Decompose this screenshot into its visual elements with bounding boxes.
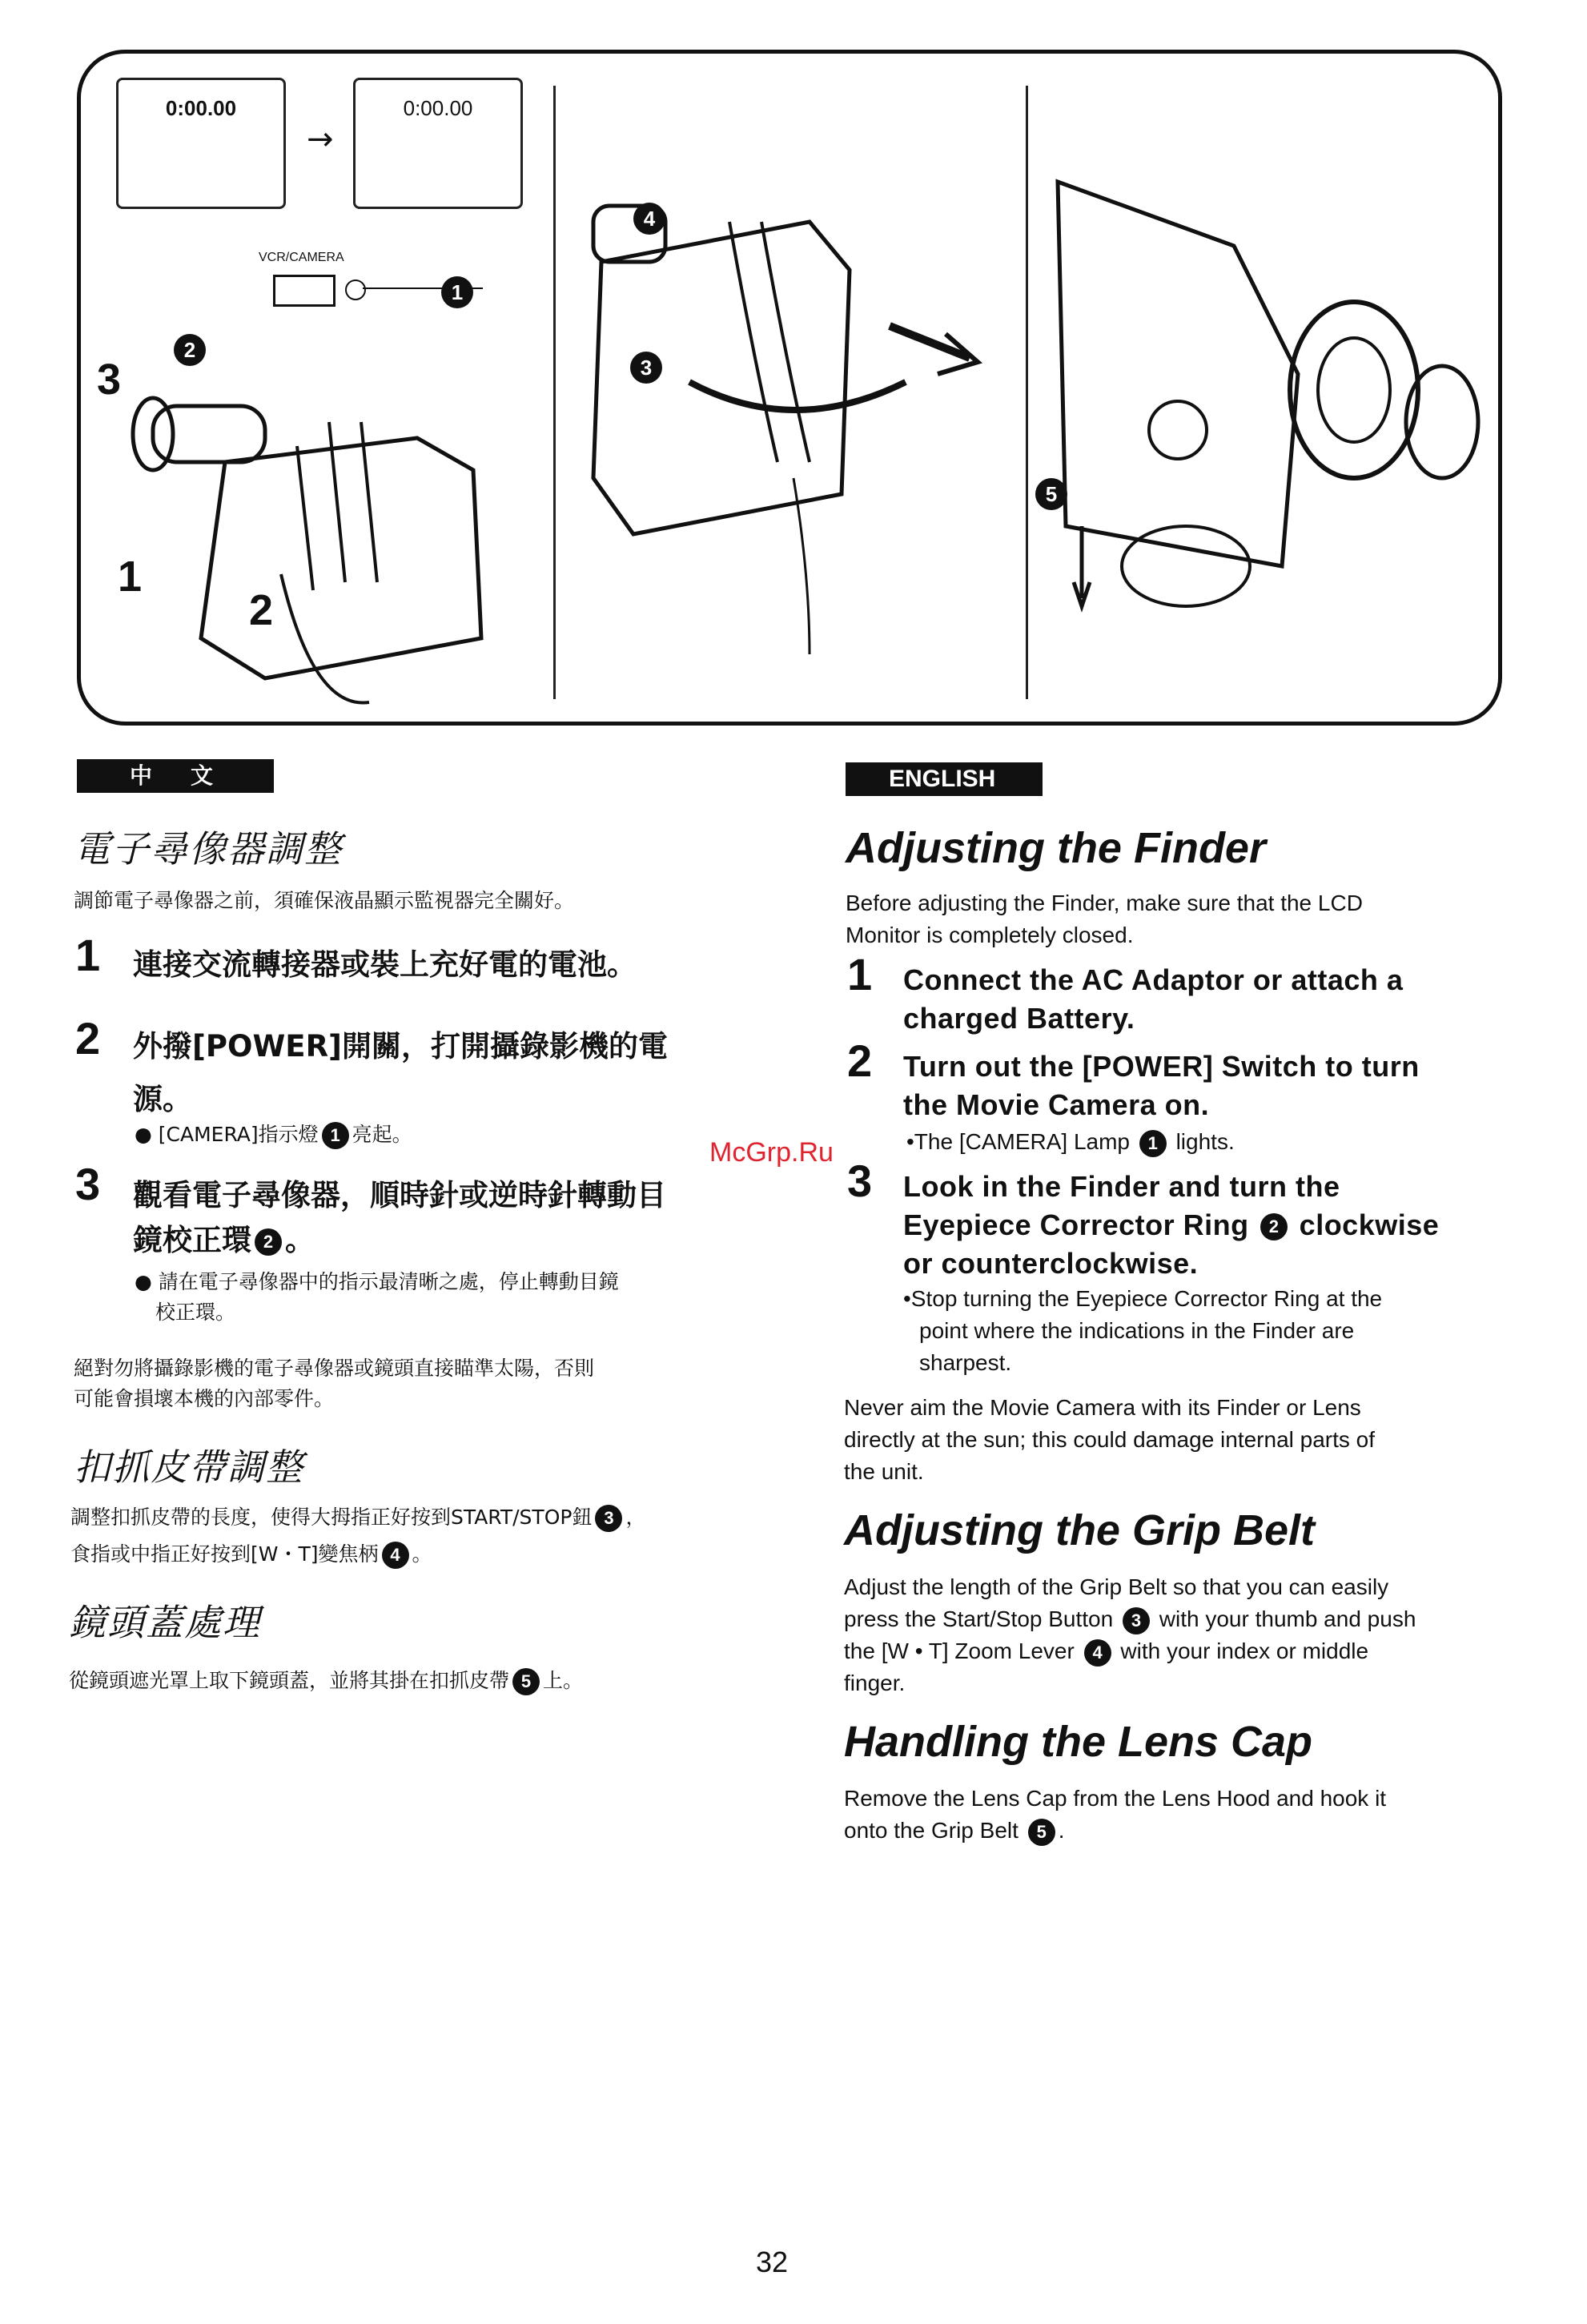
en-step-3-line1: Look in the Finder and turn the	[903, 1170, 1340, 1203]
en-grip-thumb: with your thumb and push	[1159, 1606, 1416, 1631]
en-grip-start-stop: press the Start/Stop Button	[844, 1606, 1114, 1631]
en-finder-intro-line2: Monitor is completely closed.	[846, 923, 1134, 947]
panel1-label-3: 3	[97, 356, 122, 404]
zh-finder-intro: 調節電子尋像器之前，須確保液晶顯示監視器完全關好。	[74, 889, 575, 912]
en-step-2-number: 2	[847, 1035, 873, 1086]
en-warning-line2: directly at the sun; this could damage internal parts of	[844, 1427, 1376, 1452]
camcorder-finder-illustration	[105, 374, 537, 710]
zh-step-3-ring: 鏡校正環	[133, 1223, 251, 1257]
en-cap-line1: Remove the Lens Cap from the Lens Hood and hook it	[844, 1786, 1387, 1811]
inline-callout-1: 1	[322, 1122, 349, 1149]
zh-step-3-bullet-line1: ● 請在電子尋像器中的指示最清晰之處，停止轉動目鏡	[135, 1270, 619, 1293]
en-step-3-line2	[903, 1206, 1439, 1244]
lens-cap-illustration	[1034, 150, 1498, 646]
panel-divider	[1026, 86, 1028, 699]
inline-callout-1: 1	[1139, 1130, 1167, 1157]
en-step-1-line1: Connect the AC Adaptor or attach a	[903, 963, 1404, 996]
en-grip-line3	[844, 1635, 1368, 1667]
en-finder-heading: Adjusting the Finder	[846, 824, 1266, 872]
grip-belt-illustration	[569, 174, 1018, 670]
camera-lamp-icon	[345, 279, 366, 300]
chinese-section-tab: 中 文	[77, 759, 274, 793]
inline-callout-4: 4	[1084, 1639, 1111, 1667]
zh-step-2-text-line2: 源。	[133, 1082, 192, 1116]
zh-camera-lamp-end: 亮起。	[352, 1123, 412, 1146]
zh-step-3-text-line2	[133, 1217, 315, 1264]
zh-step-2-number: 2	[75, 1013, 101, 1063]
english-section-tab: ENGLISH	[846, 762, 1043, 796]
illustration-frame	[77, 50, 1502, 726]
en-camera-lamp-end: lights.	[1175, 1129, 1235, 1154]
inline-callout-3: 3	[595, 1505, 622, 1532]
en-step-2-line1: Turn out the [POWER] Switch to turn	[903, 1050, 1420, 1083]
en-step-1-line2: charged Battery.	[903, 1002, 1135, 1035]
vcr-camera-switch-label: VCR/CAMERA	[259, 251, 344, 264]
callout-4: 4	[633, 203, 665, 235]
en-step-2-bullet	[906, 1126, 1235, 1158]
panel1-label-2: 2	[249, 586, 274, 634]
zh-step-3-number: 3	[75, 1159, 101, 1209]
zh-grip-text1: 調整扣抓皮帶的長度，使得大拇指正好按到START/STOP鈕	[70, 1506, 593, 1529]
zh-step-1-text: 連接交流轉接器或裝上充好電的電池。	[133, 947, 637, 982]
en-step-3-bullet-line3: sharpest.	[919, 1350, 1012, 1375]
en-warning-line3: the unit.	[844, 1459, 924, 1484]
zh-step-1-number: 1	[75, 930, 101, 980]
zh-cap-text-end: 上。	[543, 1669, 584, 1692]
zh-step-3-bullet-line2: 校正環。	[155, 1301, 236, 1324]
zh-grip-text2: 食指或中指正好按到[W・T]變焦柄	[70, 1542, 379, 1566]
zh-step-2-text-line1: 外撥[POWER]開關，打開攝錄影機的電	[133, 1029, 668, 1063]
lcd-display-after: 0:00.00	[353, 78, 523, 209]
arrow-right-icon: →	[307, 121, 334, 158]
en-step-2-line2: the Movie Camera on.	[903, 1088, 1210, 1121]
lcd-display-before: 0:00.00	[116, 78, 286, 209]
en-grip-index: with your index or middle	[1120, 1638, 1369, 1663]
zh-step-3-text-line1: 觀看電子尋像器，順時針或逆時針轉動目	[133, 1178, 666, 1212]
inline-callout-4: 4	[382, 1542, 409, 1569]
zh-grip-line1	[70, 1499, 645, 1536]
zh-warning-line2: 可能會損壞本機的內部零件。	[74, 1387, 335, 1410]
zh-grip-heading: 扣抓皮帶調整	[74, 1445, 304, 1489]
en-cap-line2	[844, 1815, 1064, 1847]
zh-step-3-end: 。	[285, 1223, 315, 1257]
zh-finder-heading: 電子尋像器調整	[74, 827, 343, 870]
zh-grip-text1-end: ，	[625, 1506, 646, 1529]
vcr-camera-switch-icon	[273, 275, 335, 307]
en-grip-zoom-lever: the [W • T] Zoom Lever	[844, 1638, 1075, 1663]
callout-3: 3	[630, 352, 662, 384]
zh-camera-lamp-text: [CAMERA]指示燈	[158, 1123, 319, 1146]
en-cap-text: onto the Grip Belt	[844, 1818, 1018, 1843]
en-step-3-line3: or counterclockwise.	[903, 1247, 1199, 1280]
en-step-3-bullet-line1: •Stop turning the Eyepiece Corrector Ring at the	[903, 1286, 1383, 1311]
zh-grip-text2-end: 。	[412, 1542, 432, 1566]
zh-warning-line1: 絕對勿將攝錄影機的電子尋像器或鏡頭直接瞄準太陽，否則	[74, 1357, 595, 1380]
zh-cap-text: 從鏡頭遮光罩上取下鏡頭蓋，並將其掛在扣抓皮帶	[69, 1669, 510, 1692]
en-cap-heading: Handling the Lens Cap	[844, 1718, 1313, 1766]
inline-callout-5: 5	[512, 1668, 540, 1695]
zh-grip-line2	[70, 1536, 432, 1573]
callout-5: 5	[1035, 478, 1067, 510]
zh-cap-line	[69, 1663, 583, 1699]
inline-callout-5: 5	[1028, 1819, 1055, 1846]
panel1-label-1: 1	[118, 553, 143, 601]
en-grip-heading: Adjusting the Grip Belt	[844, 1506, 1315, 1554]
en-finder-intro-line1: Before adjusting the Finder, make sure that the LCD	[846, 891, 1363, 915]
zh-step-3-bullet-text: 請在電子尋像器中的指示最清晰之處，停止轉動目鏡	[158, 1270, 619, 1293]
inline-callout-2: 2	[1260, 1213, 1288, 1240]
watermark: McGrp.Ru	[709, 1137, 834, 1168]
en-step-3-number: 3	[847, 1156, 873, 1206]
inline-callout-3: 3	[1123, 1607, 1150, 1634]
page-number: 32	[756, 2246, 789, 2278]
en-cap-end: .	[1058, 1818, 1065, 1843]
zh-cap-heading: 鏡頭蓋處理	[69, 1601, 261, 1644]
en-step-3-clockwise: clockwise	[1299, 1208, 1440, 1241]
inline-callout-2: 2	[255, 1228, 282, 1256]
panel-divider	[553, 86, 556, 699]
en-grip-line2	[844, 1603, 1416, 1635]
callout-1: 1	[441, 276, 473, 308]
zh-step-2-bullet: ● [CAMERA]指示燈 1 亮起。	[135, 1118, 412, 1152]
en-grip-line1: Adjust the length of the Grip Belt so that you can easily	[844, 1574, 1389, 1599]
en-warning-line1: Never aim the Movie Camera with its Finder or Lens	[844, 1395, 1361, 1420]
en-step-3-bullet-line2: point where the indications in the Finder are	[919, 1318, 1355, 1343]
en-step-1-number: 1	[847, 949, 873, 999]
en-camera-lamp-text: •The [CAMERA] Lamp	[906, 1129, 1131, 1154]
en-grip-line4: finger.	[844, 1671, 906, 1695]
en-step-3-ring: Eyepiece Corrector Ring	[903, 1208, 1249, 1241]
callout-2: 2	[174, 334, 206, 366]
